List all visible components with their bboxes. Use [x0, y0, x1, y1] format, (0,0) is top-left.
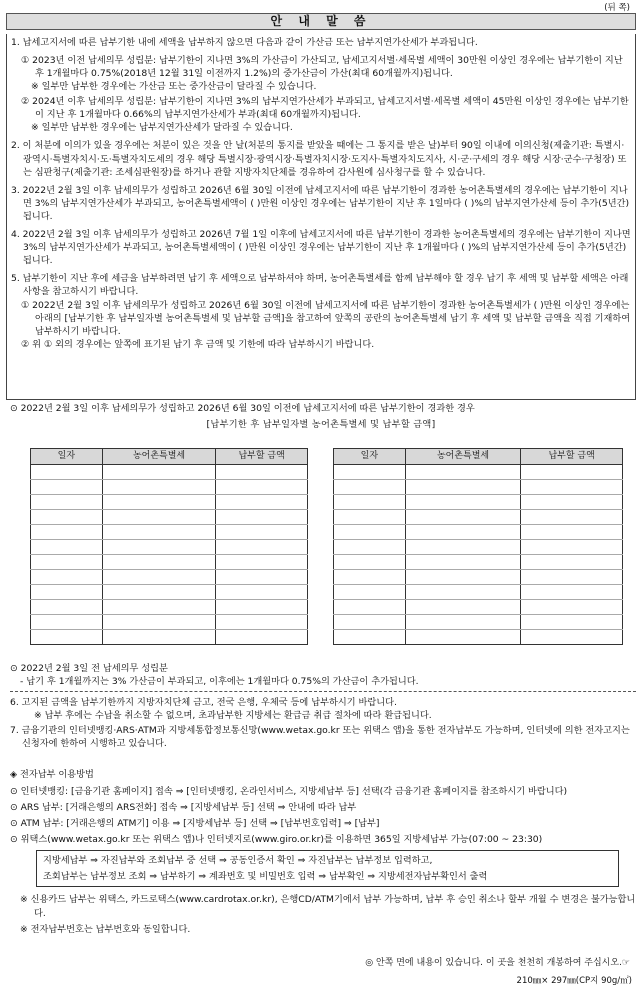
table-cell	[405, 600, 521, 615]
table-cell	[521, 555, 623, 570]
notice-item-1: 1. 납세고지서에 따른 납부기한 내에 세액을 납부하지 않으면 다음과 같이 가산금 또는 납부지연가산세가 부과됩니다.	[11, 37, 478, 48]
table-cell	[405, 480, 521, 495]
table-cell	[31, 495, 103, 510]
late-payment-table-left	[30, 448, 308, 645]
method-wetax: ⊙ 위택스(www.wetax.go.kr 또는 위택스 앱)나 인터넷지로(www.giro.or.kr)를 이용하면 365일 지방세납부 가능(07:00 ~ 23:30)	[10, 834, 543, 846]
notice-item-4: 4. 2022년 2월 3일 이후 납세의무가 성립하고 2026년 7월 1일 이후에 납세고지서에 따른 납부기한이 경과한 농어촌특별세의 경우에는 납부기한이 지나면 3%의 납부지연가산세가 부과되고, 농어촌특별세액이 ( )만원 이상인 경우에는 납부기한이 지난 후 1개월마다 ( )%의 납부지연가산세 등이 추가(5년간)됩니다.	[11, 228, 631, 266]
table-row	[31, 525, 308, 540]
table-cell	[334, 600, 406, 615]
column-header-amount-due: 납부할 금액	[216, 449, 308, 465]
late-payment-table-caption: [납부기한 후 납부일자별 농어촌특별세 및 납부할 금액]	[206, 419, 436, 431]
late-payment-heading: ⊙ 2022년 2월 3일 이후 납세의무가 성립하고 2026년 6월 30일 이전에 납세고지서에 따른 납부기한이 경과한 경우	[10, 403, 475, 414]
notice-item-5-sub-1: ① 2022년 2월 3일 이후 납세의무가 성립하고 2026년 6월 30일 이전에 납세고지서에 따른 납부기한이 경과한 농어촌특별세가 ( )만원 이상인 경우에는 아래의 [납부기한 후 납부일자별 농어촌특별세 및 납부할 금액]을 참고하여 앞쪽의 공란의 농어촌특별세 납기 후 세액 및 납부할 금액을 직접 기재하여 납부하시기 바랍니다.	[21, 300, 631, 338]
table-row	[31, 510, 308, 525]
table-row	[334, 510, 623, 525]
notice-item-5-sub-2: ② 위 ① 외의 경우에는 앞쪽에 표기된 납기 후 금액 및 기한에 따라 납부하시기 바랍니다.	[21, 339, 375, 351]
table-cell	[216, 585, 308, 600]
table-cell	[31, 615, 103, 630]
notice-item-7: 7. 금융기관의 인터넷뱅킹·ARS·ATM과 지방세통합정보통신망(www.wetax.go.kr 또는 위택스 앱)을 통한 전자납부도 가능하며, 인터넷에 의한 전자고지는 신청자에 한하여 시행하고 있습니다.	[10, 725, 630, 750]
method-internet-banking: ⊙ 인터넷뱅킹: [금융기관 홈페이지] 접속 ⇒ [인터넷뱅킹, 온라인서비스, 지방세납부 등] 선택(각 금융기관 홈페이지를 참조하시기 바랍니다)	[10, 786, 568, 798]
table-cell	[31, 480, 103, 495]
notice-item-6-note: ※ 납부 후에는 수납을 취소할 수 없으며, 초과납부한 지방세는 환급금 취급 절차에 따라 환급됩니다.	[34, 710, 432, 722]
table-cell	[521, 465, 623, 480]
table-cell	[521, 585, 623, 600]
table-cell	[31, 555, 103, 570]
table-cell	[102, 465, 216, 480]
table-cell	[31, 525, 103, 540]
table-cell	[102, 540, 216, 555]
notice-section	[6, 34, 636, 400]
payment-number-note: ※ 전자납부번호는 납부번호와 동일합니다.	[20, 923, 191, 935]
table-row	[31, 465, 308, 480]
table-cell	[216, 510, 308, 525]
table-cell	[31, 585, 103, 600]
table-cell	[31, 465, 103, 480]
table-row	[334, 600, 623, 615]
table-cell	[31, 570, 103, 585]
table-cell	[102, 480, 216, 495]
late-payment-section	[6, 402, 636, 692]
divider	[10, 691, 636, 692]
table-cell	[216, 630, 308, 645]
electronic-payment-section	[6, 768, 636, 936]
wetax-steps-box	[36, 850, 619, 887]
table-cell	[521, 540, 623, 555]
table-cell	[521, 615, 623, 630]
table-cell	[405, 495, 521, 510]
table-cell	[216, 480, 308, 495]
table-row	[31, 570, 308, 585]
credit-card-note: ※ 신용카드 납부는 위택스, 카드로택스(www.cardrotax.or.kr), 은행CD/ATM기에서 납부 가능하며, 납부 후 승인 취소나 할부 개월 수 변경은 불가능합니다.	[20, 894, 636, 919]
table-row	[31, 555, 308, 570]
table-row	[334, 480, 623, 495]
table-row	[334, 525, 623, 540]
table-row	[334, 540, 623, 555]
table-cell	[102, 600, 216, 615]
notice-item-5: 5. 납부기한이 지난 후에 세금을 납부하려면 납기 후 세액으로 납부하셔야 하며, 농어촌특별세를 함께 납부해야 할 경우 납기 후 세액 및 납부할 세액은 아래 사항을 참고하시기 바랍니다.	[11, 273, 629, 298]
notice-item-1-sub-1: ① 2023년 이전 납세의무 성립분: 납부기한이 지나면 3%의 가산금이 가산되고, 납세고지서별·세목별 세액이 30만원 이상인 경우에는 납부기한이 지난 후 1개월마다 0.75%(2018년 12월 31일 이전까지 1.2%)의 중가산금이 가산(최대 60개월까지)됩니다.	[21, 55, 623, 80]
table-cell	[521, 630, 623, 645]
late-payment-table-right	[333, 448, 623, 645]
pre-2022-heading: ⊙ 2022년 2월 3일 전 납세의무 성립분	[10, 663, 168, 674]
table-cell	[102, 570, 216, 585]
table-row	[31, 495, 308, 510]
table-cell	[102, 495, 216, 510]
table-cell	[405, 465, 521, 480]
column-header-special-tax: 농어촌특별세	[405, 449, 521, 465]
notice-item-2: 2. 이 처분에 이의가 있을 경우에는 처분이 있은 것을 안 날(처분의 통지를 받았을 때에는 그 통지를 받은 날)부터 90일 이내에 이의신청(제출기관: 특별시·광역시·특별자치시·도·특별자치도세의 경우 해당 특별시장·광역시장·특별자치시장·도지사·특별자치도지사, 시·군·구세의 경우 해당 시장·군수·구청장) 또는 심판청구(제출기관: 조세심판원장)를 하거나 관할 지방자치단체를 경유하여 감사원에 심사청구를 할 수 있습니다.	[11, 140, 627, 178]
table-row	[334, 465, 623, 480]
table-cell	[334, 540, 406, 555]
table-cell	[521, 525, 623, 540]
table-cell	[334, 510, 406, 525]
table-cell	[31, 510, 103, 525]
table-row	[334, 630, 623, 645]
table-cell	[216, 615, 308, 630]
column-header-date: 일자	[31, 449, 103, 465]
column-header-date: 일자	[334, 449, 406, 465]
table-cell	[521, 570, 623, 585]
table-cell	[216, 600, 308, 615]
table-cell	[334, 525, 406, 540]
table-row	[31, 630, 308, 645]
paper-size-label: 210㎜× 297㎜(CP지 90g/㎡)	[516, 976, 632, 986]
table-cell	[102, 525, 216, 540]
table-row	[31, 480, 308, 495]
table-cell	[216, 570, 308, 585]
table-cell	[216, 540, 308, 555]
notice-item-1-note-1: ※ 일부만 납부한 경우에는 가산금 또는 중가산금이 달라질 수 있습니다.	[31, 81, 317, 93]
notice-item-3: 3. 2022년 2월 3일 이후 납세의무가 성립하고 2026년 6월 30일 이전에 납세고지서에 따른 납부기한이 경과한 농어촌특별세의 경우에는 납부기한이 지나면 3%의 납부지연가산세가 부과되고, 농어촌특별세액이 ( )만원 이상인 경우에는 납부기한이 지난 후 1일마다 ( )%의 납부지연가산세 등이 추가(5년간)됩니다.	[11, 184, 630, 222]
table-cell	[31, 630, 103, 645]
table-cell	[31, 600, 103, 615]
method-ars: ⊙ ARS 납부: [거래은행의 ARS전화] 접속 ⇒ [지방세납부 등] 선택 ⇒ 안내에 따라 납부	[10, 802, 357, 814]
table-cell	[521, 600, 623, 615]
table-cell	[521, 495, 623, 510]
table-cell	[405, 615, 521, 630]
open-instruction: ◎ 안쪽 면에 내용이 있습니다. 이 곳을 천천히 개봉하여 주십시오.☞	[365, 958, 630, 968]
table-cell	[334, 555, 406, 570]
table-row	[31, 585, 308, 600]
table-row	[31, 600, 308, 615]
table-cell	[405, 510, 521, 525]
electronic-payment-heading: ◈ 전자납부 이용방법	[10, 769, 94, 780]
table-cell	[405, 570, 521, 585]
table-cell	[405, 555, 521, 570]
table-row	[31, 540, 308, 555]
table-cell	[521, 480, 623, 495]
table-cell	[216, 465, 308, 480]
table-row	[31, 615, 308, 630]
table-cell	[334, 585, 406, 600]
table-cell	[405, 585, 521, 600]
table-cell	[405, 630, 521, 645]
table-cell	[216, 525, 308, 540]
table-row	[334, 585, 623, 600]
table-cell	[102, 585, 216, 600]
table-cell	[334, 465, 406, 480]
table-row	[334, 615, 623, 630]
table-cell	[334, 480, 406, 495]
table-cell	[102, 615, 216, 630]
table-cell	[216, 555, 308, 570]
pre-2022-text: - 납기 후 1개월까지는 3% 가산금이 부과되고, 이후에는 1개월마다 0.75%의 가산금이 추가됩니다.	[20, 676, 419, 688]
table-row	[334, 555, 623, 570]
notice-item-1-note-2: ※ 일부만 납부한 경우에는 납부지연가산세가 달라질 수 있습니다.	[31, 122, 293, 134]
table-cell	[405, 540, 521, 555]
notice-item-1-sub-2: ② 2024년 이후 납세의무 성립분: 납부기한이 지나면 3%의 납부지연가산세가 부과되고, 납세고지서별·세목별 세액이 45만원 이상인 경우에는 납부기한이 지난 후 1개월마다 0.66%의 납부지연가산세가 부과(최대 60개월까지)됩니다.	[21, 96, 629, 121]
column-header-special-tax: 농어촌특별세	[102, 449, 216, 465]
table-cell	[102, 555, 216, 570]
table-cell	[334, 615, 406, 630]
table-cell	[102, 630, 216, 645]
table-cell	[405, 525, 521, 540]
table-row	[334, 570, 623, 585]
table-cell	[334, 495, 406, 510]
notice-title: 안 내 말 씀	[6, 13, 636, 30]
pre-2022-section	[6, 662, 636, 692]
wetax-steps-line-1: 지방세납부 ⇒ 자진납부와 조회납부 중 선택 ⇒ 공동인증서 확인 ⇒ 자진납부는 납부정보 입력하고,	[43, 855, 433, 867]
method-atm: ⊙ ATM 납부: [거래은행의 ATM기] 이용 ⇒ [지방세납부 등] 선택 ⇒ [납부번호입력] ⇒ [납부]	[10, 818, 380, 830]
table-cell	[102, 510, 216, 525]
table-cell	[216, 495, 308, 510]
column-header-amount-due: 납부할 금액	[521, 449, 623, 465]
table-cell	[521, 510, 623, 525]
back-page-label: (뒤 쪽)	[604, 3, 630, 13]
table-row	[334, 495, 623, 510]
table-cell	[31, 540, 103, 555]
table-cell	[334, 570, 406, 585]
wetax-steps-line-2: 조회납부는 납부정보 조회 ⇒ 납부하기 ⇒ 계좌번호 및 비밀번호 입력 ⇒ 납부확인 ⇒ 지방세전자납부확인서 출력	[43, 871, 488, 883]
payment-info-section	[6, 696, 636, 755]
notice-item-6: 6. 고지된 금액을 납부기한까지 지방자치단체 금고, 전국 은행, 우체국 등에 납부하시기 바랍니다.	[10, 697, 397, 708]
table-cell	[334, 630, 406, 645]
